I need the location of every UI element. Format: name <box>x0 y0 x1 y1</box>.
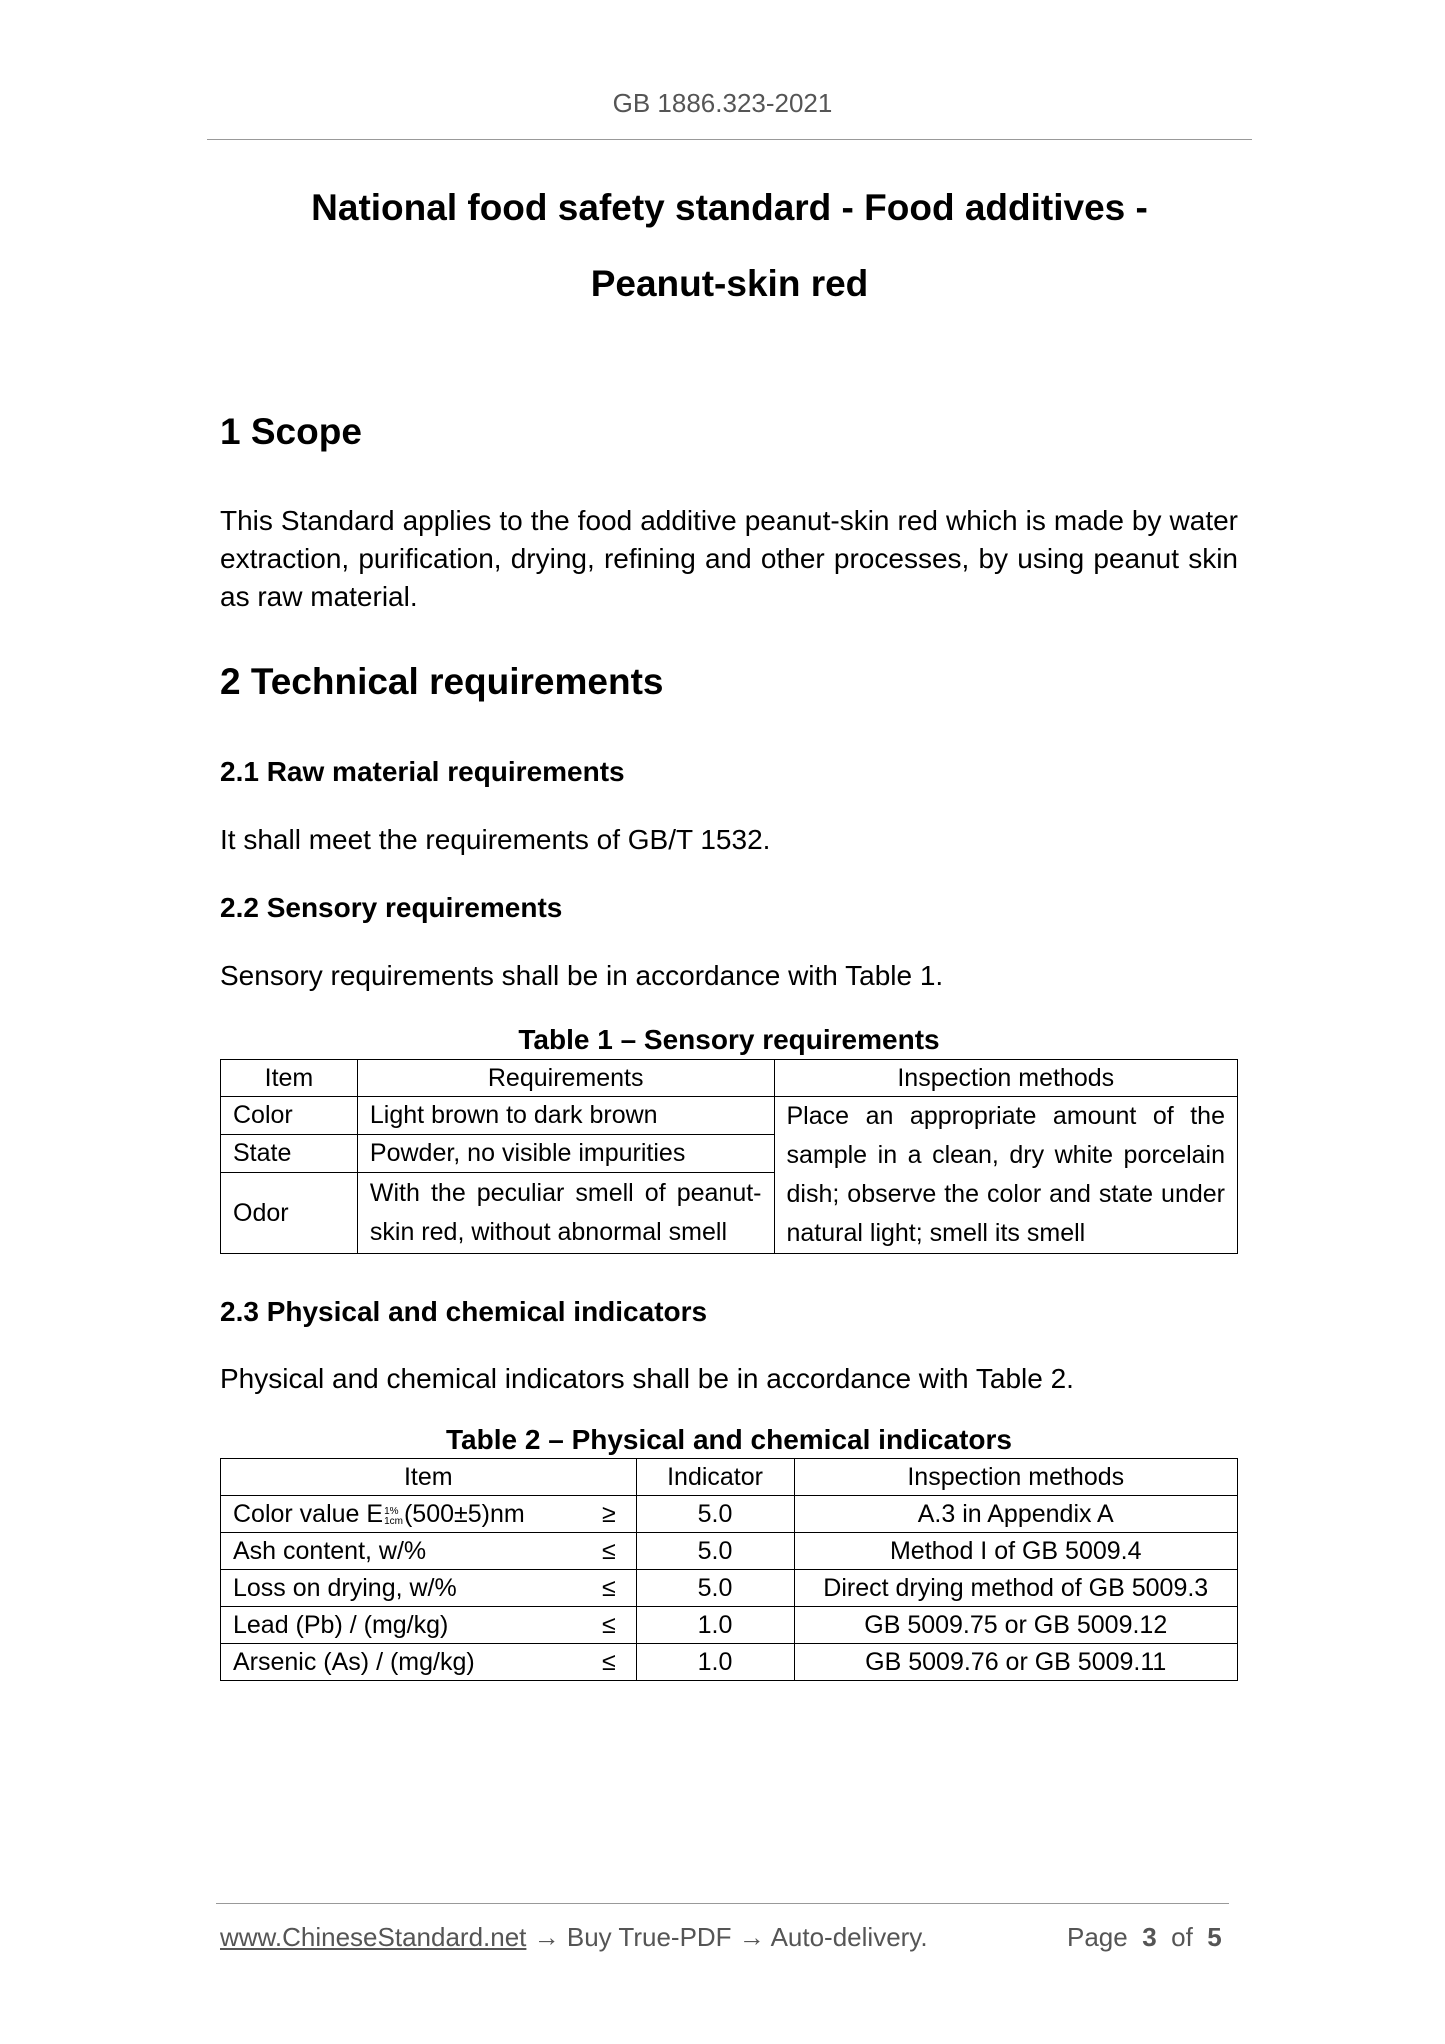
requirement-cell: Powder, no visible impurities <box>357 1134 774 1172</box>
inspection-method-cell: GB 5009.76 or GB 5009.11 <box>794 1644 1238 1681</box>
section-2-heading: 2 Technical requirements <box>220 661 664 702</box>
page-label: Page <box>1067 1922 1128 1952</box>
table-2-caption: Table 2 – Physical and chemical indicators <box>446 1424 1012 1455</box>
indicator-cell: 5.0 <box>636 1496 794 1533</box>
section-2-2-heading: 2.2 Sensory requirements <box>220 892 563 923</box>
item-cell: Color <box>221 1097 358 1135</box>
table-header-cell: Item <box>221 1459 637 1496</box>
item-cell: State <box>221 1134 358 1172</box>
table-header-cell: Item <box>221 1060 358 1097</box>
table-1-caption: Table 1 – Sensory requirements <box>518 1024 940 1055</box>
inspection-method-cell: GB 5009.75 or GB 5009.12 <box>794 1607 1238 1644</box>
header-doc-code: GB 1886.323-2021 <box>612 88 833 118</box>
color-value-sup: 1% <box>384 1506 399 1517</box>
table-row <box>221 1533 1238 1570</box>
inspection-method-cell: A.3 in Appendix A <box>794 1496 1238 1533</box>
color-value-subscript <box>384 1507 403 1527</box>
color-value-suffix: (500±5)nm <box>403 1500 525 1528</box>
operator-cell: ≤ <box>582 1570 636 1607</box>
page-of: of <box>1171 1922 1193 1952</box>
footer-website-link[interactable]: www.ChineseStandard.net <box>220 1922 527 1952</box>
operator-cell: ≥ <box>582 1496 636 1533</box>
inspection-method-cell: Method I of GB 5009.4 <box>794 1533 1238 1570</box>
item-cell: Arsenic (As) / (mg/kg) <box>221 1644 583 1681</box>
sensory-requirements-table <box>220 1059 1238 1254</box>
page-indicator <box>1067 1922 1222 1953</box>
table-header-cell: Inspection methods <box>774 1060 1238 1097</box>
section-1-body: This Standard applies to the food additive peanut-skin red which is made by water extraction, purification, drying, refining and other processes, by using peanut skin as raw material. <box>220 505 1238 612</box>
section-2-2-body: Sensory requirements shall be in accordance with Table 1. <box>220 960 944 991</box>
inspection-method-cell: Direct drying method of GB 5009.3 <box>794 1570 1238 1607</box>
table-row <box>221 1607 1238 1644</box>
item-cell: Ash content, w/% <box>221 1533 583 1570</box>
operator-cell: ≤ <box>582 1607 636 1644</box>
table-header-row <box>221 1060 1238 1097</box>
section-2-1-body: It shall meet the requirements of GB/T 1532. <box>220 824 771 855</box>
section-2-3-heading: 2.3 Physical and chemical indicators <box>220 1296 708 1327</box>
table-header-cell: Indicator <box>636 1459 794 1496</box>
footer-tagline: → Buy True-PDF → Auto-delivery. <box>526 1922 928 1952</box>
footer-promo <box>220 1922 928 1953</box>
section-2-1-heading: 2.1 Raw material requirements <box>220 756 625 787</box>
color-value-prefix: Color value E <box>233 1500 384 1528</box>
document-title-line1: National food safety standard - Food additives - <box>311 187 1148 228</box>
operator-cell: ≤ <box>582 1533 636 1570</box>
table-row <box>221 1570 1238 1607</box>
table-row <box>221 1644 1238 1681</box>
inspection-method-cell: Place an appropriate amount of the sample in a clean, dry white porcelain dish; observe the color and state under natural light; smell its smell <box>774 1097 1238 1254</box>
section-1-heading: 1 Scope <box>220 411 362 452</box>
table-header-row <box>221 1459 1238 1496</box>
section-2-3-body: Physical and chemical indicators shall be in accordance with Table 2. <box>220 1363 1074 1394</box>
physical-chemical-indicators-table <box>220 1458 1238 1681</box>
table-row <box>221 1097 1238 1135</box>
indicator-cell: 5.0 <box>636 1570 794 1607</box>
indicator-cell: 1.0 <box>636 1644 794 1681</box>
color-value-sub: 1cm <box>384 1516 403 1527</box>
item-cell: Loss on drying, w/% <box>221 1570 583 1607</box>
requirement-cell: Light brown to dark brown <box>357 1097 774 1135</box>
page-total: 5 <box>1207 1922 1222 1952</box>
requirement-cell: With the peculiar smell of peanut-skin red, without abnormal smell <box>357 1172 774 1253</box>
table-header-cell: Requirements <box>357 1060 774 1097</box>
item-cell <box>221 1496 583 1533</box>
indicator-cell: 5.0 <box>636 1533 794 1570</box>
document-title-line2: Peanut-skin red <box>590 263 869 304</box>
item-cell: Lead (Pb) / (mg/kg) <box>221 1607 583 1644</box>
table-row <box>221 1496 1238 1533</box>
operator-cell: ≤ <box>582 1644 636 1681</box>
page-current: 3 <box>1142 1922 1157 1952</box>
indicator-cell: 1.0 <box>636 1607 794 1644</box>
header-divider <box>207 139 1252 140</box>
table-header-cell: Inspection methods <box>794 1459 1238 1496</box>
footer-divider <box>216 1903 1229 1904</box>
item-cell: Odor <box>221 1172 358 1253</box>
